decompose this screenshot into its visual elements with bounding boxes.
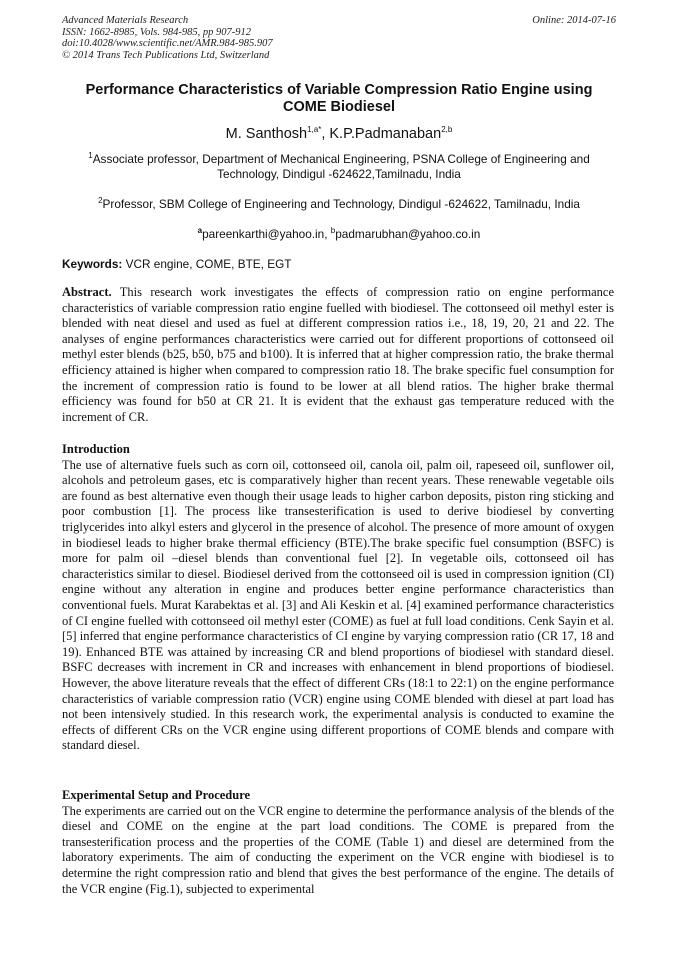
journal-header [62,15,616,61]
introduction-section [62,442,614,754]
affiliation-2 [62,197,616,212]
experimental-heading: Experimental Setup and Procedure [62,788,251,802]
affiliation-1 [62,152,616,182]
abstract-label: Abstract. [62,285,112,299]
email-a: pareenkarthi@yahoo.in, [202,227,331,241]
introduction-heading: Introduction [62,442,130,456]
affiliation-2-superscript: 2 [98,196,103,206]
author-1-name: M. Santhosh [225,126,308,142]
keywords [62,257,616,271]
experimental-text: The experiments are carried out on the VCR engine to determine the performance analysis of the blends of the diesel and COME on the engine at the part load conditions. The COME is prepared from the transesterification process and the properties of the COME (Table 1) and diesel are determined from the laboratory experiments. The aim of conducting the experiment on the VCR engine with biodiesel is to determine the right compression ratio and blend that gives the best performance of the engine. The details of the VCR engine (Fig.1), subjected to experimental [62,803,614,896]
author-1-superscript: 1,a* [307,125,322,135]
author-line [62,126,616,142]
paper-title: Performance Characteristics of Variable Compression Ratio Engine using COME Biodiesel [85,82,593,115]
affiliation-1-superscript: 1 [88,151,93,161]
doi-line: doi:10.4028/www.scientific.net/AMR.984-985.907 [62,38,273,49]
author-2-superscript: 2,b [441,125,453,135]
email-b-superscript: b [330,226,336,236]
issn-line: ISSN: 1662-8985, Vols. 984-985, pp 907-912 [62,26,251,38]
abstract [62,285,614,425]
affiliation-1-text: Associate professor, Department of Mechanical Engineering, PSNA College of Engineering and Technology, Dindigul -624622,Tamilnadu, India [92,152,590,181]
keywords-label: Keywords: [62,257,123,271]
email-line [62,227,616,242]
journal-name: Advanced Materials Research [62,15,189,26]
experimental-section [62,788,614,897]
email-b: padmarubhan@yahoo.co.in [335,227,481,241]
affiliation-2-text: Professor, SBM College of Engineering and Technology, Dindigul -624622, Tamilnadu, India [102,197,580,211]
author-separator: , [321,126,330,142]
copyright-line: © 2014 Trans Tech Publications Ltd, Switzerland [62,49,270,61]
author-2-name: K.P.Padmanaban [329,126,442,142]
online-date: Online: 2014-07-16 [532,15,616,26]
introduction-text: The use of alternative fuels such as corn oil, cottonseed oil, canola oil, palm oil, rapeseed oil, sunflower oil, alcohols and petroleum gases, etc is comparatively higher than recent years. These renewable vegetable oils are found as best alternative even though their usage leads to higher carbon deposits, piston ring sticking and poor combustion [1]. The process like transesterification is used to derive biodiesel by converting triglycerides into alkyl esters and glycerol in the presence of alcohol. The presence of more amount of oxygen in biodiesel leads to higher brake thermal efficiency (BTE).The brake specific fuel consumption (BSFC) is more for palm oil –diesel blends than conventional fuel [2]. In vegetable oils, cottonseed oil has characteristics similar to diesel. Biodiesel derived from the cottonseed oil is used in compression ignition (CI) engine without any alteration in engine and produces better engine performance characteristics than conventional fuels. Murat Karabektas et al. [3] and Ali Keskin et al. [4] examined performance characteristics of CI engine fuelled with cottonseed oil methyl ester (COME) as fuel at full load conditions. Cenk Sayin et al. [5] inferred that engine performance characteristics of CI engine by varying compression ratio (CR 17, 18 and 19). Enhanced BTE was attained by increasing CR and blend proportions of biodiesel with standard diesel. BSFC decreases with increment in CR and increases with enhancement in blend proportions of biodiesel. However, the above literature reveals that the effect of different CRs (18:1 to 22:1) on the engine performance characteristics of variable compression ratio (VCR) engine using COME blended with diesel at part load has not been intensively studied. In this research work, the experimental analysis is conducted to examine the effects of different CRs on the VCR engine using different proportions of COME blends and compare with standard diesel. [62,457,614,753]
email-a-superscript: a [197,226,203,236]
keywords-text: VCR engine, COME, BTE, EGT [122,257,292,271]
abstract-text: This research work investigates the effects of compression ratio on engine performance characteristics of variable compression ratio engine fuelled with biodiesel. The cottonseed oil methyl ester is blended with neat diesel and used as fuel at different compression ratios i.e., 18, 19, 20, 21 and 22. The analyses of engine performances characteristics were carried out for different proportions of cottonseed oil methyl ester blends (b25, b50, b75 and b100). It is inferred that at higher compression ratio, the brake thermal efficiency attained is higher when compared to compression ratio 18. The brake specific fuel consumption for the increment of compression ratio is found to be lower at all blend ratios. The higher brake thermal efficiency was found for b50 at CR 21. It is evident that the exhaust gas temperature reduced with the increment of CR. [62,285,614,424]
